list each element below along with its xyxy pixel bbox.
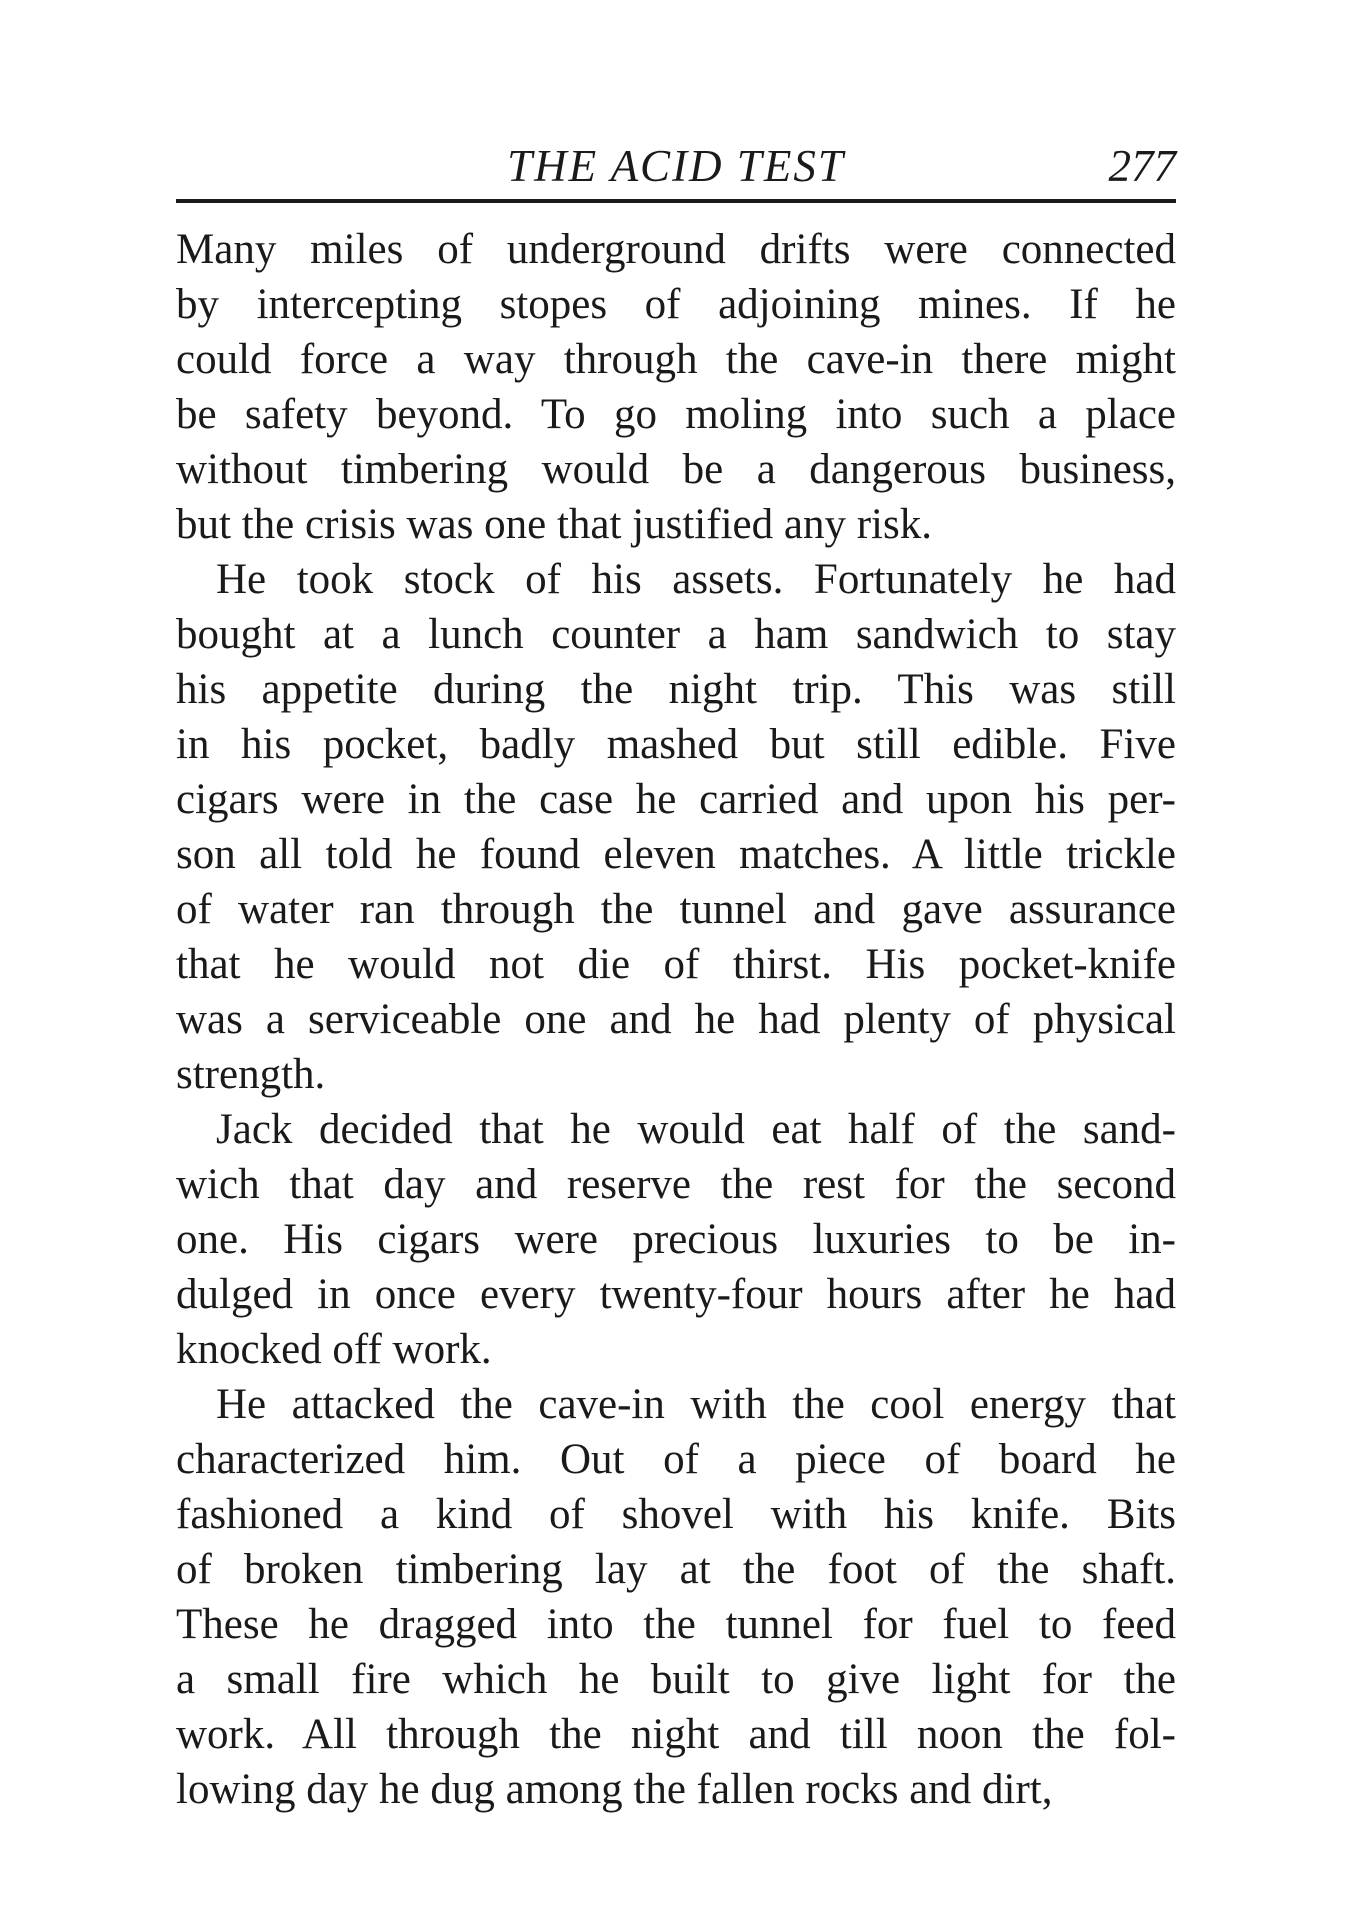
text-line: These he dragged into the tunnel for fuel to feed	[176, 1601, 1176, 1648]
text-line: fashioned a kind of shovel with his knife. Bits	[176, 1491, 1176, 1538]
text-line: work. All through the night and till noon the fol-	[176, 1711, 1176, 1758]
paragraph	[176, 1377, 1176, 1817]
text-line: in his pocket, badly mashed but still edible. Five	[176, 721, 1176, 768]
text-line: without timbering would be a dangerous business,	[176, 446, 1176, 493]
text-line: Jack decided that he would eat half of the sand-	[216, 1106, 1176, 1153]
header-rule	[176, 199, 1176, 203]
text-line: wich that day and reserve the rest for the second	[176, 1161, 1176, 1208]
text-line: one. His cigars were precious luxuries to be in-	[176, 1216, 1176, 1263]
text-line: Many miles of underground drifts were connected	[176, 226, 1176, 273]
text-line: cigars were in the case he carried and upon his per-	[176, 776, 1176, 823]
page-number: 277	[1108, 141, 1176, 191]
text-line: strength.	[176, 1051, 326, 1098]
text-line: a small fire which he built to give light for the	[176, 1656, 1176, 1703]
text-line: but the crisis was one that justified any risk.	[176, 501, 932, 548]
paragraph	[176, 222, 1176, 552]
text-line: could force a way through the cave-in there might	[176, 336, 1176, 383]
text-line: lowing day he dug among the fallen rocks and dirt,	[176, 1766, 1053, 1813]
text-line: was a serviceable one and he had plenty of physical	[176, 996, 1176, 1043]
text-line: his appetite during the night trip. This was still	[176, 666, 1176, 713]
text-line: He took stock of his assets. Fortunately he had	[216, 556, 1176, 603]
paragraph	[176, 552, 1176, 1102]
body-text	[176, 222, 1176, 1817]
text-line: bought at a lunch counter a ham sandwich to stay	[176, 611, 1176, 658]
text-line: son all told he found eleven matches. A little trickle	[176, 831, 1176, 878]
text-line: of water ran through the tunnel and gave assurance	[176, 886, 1176, 933]
text-line: characterized him. Out of a piece of board he	[176, 1436, 1176, 1483]
text-line: be safety beyond. To go moling into such a place	[176, 391, 1176, 438]
text-line: of broken timbering lay at the foot of the shaft.	[176, 1546, 1176, 1593]
text-line: knocked off work.	[176, 1326, 492, 1373]
text-line: that he would not die of thirst. His pocket-knife	[176, 941, 1176, 988]
running-title: THE ACID TEST	[507, 141, 845, 191]
text-line: by intercepting stopes of adjoining mines. If he	[176, 281, 1176, 328]
paragraph	[176, 1102, 1176, 1377]
text-line: He attacked the cave-in with the cool energy that	[216, 1381, 1176, 1428]
running-head	[176, 136, 1176, 196]
text-line: dulged in once every twenty-four hours after he had	[176, 1271, 1176, 1318]
